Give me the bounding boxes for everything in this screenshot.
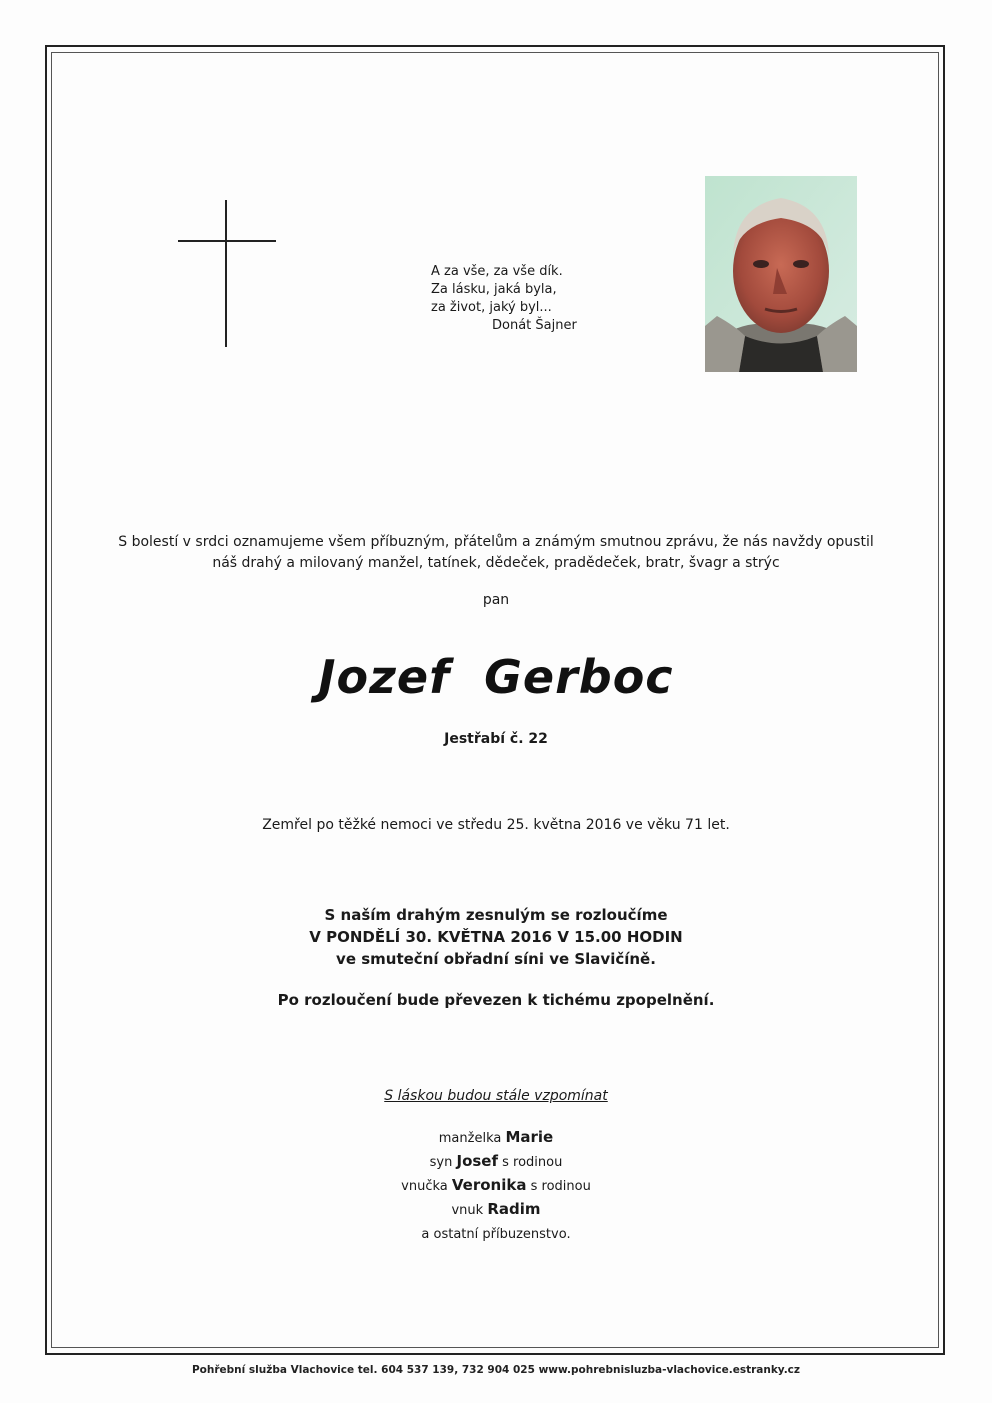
portrait-image xyxy=(705,176,857,372)
farewell-info xyxy=(60,904,932,970)
poem-line: Za lásku, jaká byla, xyxy=(431,282,557,297)
deceased-name-text: Jozef Gerboc xyxy=(318,650,674,704)
farewell-place: ve smuteční obřadní síni ve Slavičíně. xyxy=(336,950,656,968)
family-member-name: Radim xyxy=(487,1200,541,1218)
announcement-line: S bolestí v srdci oznamujeme všem příbuzným, přátelům a známým smutnou zprávu, že nás navždy opustil xyxy=(118,534,874,550)
cremation-note: Po rozloučení bude převezen k tichému zpopelnění. xyxy=(277,991,715,1009)
funeral-service-footer: Pohřební služba Vlachovice tel. 604 537 139, 732 904 025 www.pohrebnisluzba-vlachovice.estranky.cz xyxy=(191,1364,801,1376)
poem-line: za život, jaký byl... xyxy=(431,300,552,315)
poem-line: A za vše, za vše dík. xyxy=(431,264,563,279)
memorial-poem xyxy=(431,263,577,335)
death-notice: Zemřel po těžké nemoci ve středu 25. května 2016 ve věku 71 let. xyxy=(262,817,730,833)
family-member-name: Marie xyxy=(505,1128,554,1146)
salutation: pan xyxy=(482,592,510,608)
family-member: a ostatní příbuzenstvo. xyxy=(421,1227,571,1242)
family-member: manželka Marie xyxy=(438,1128,554,1146)
announcement xyxy=(60,532,932,574)
cross-icon-bar xyxy=(178,240,276,242)
announcement-line: náš drahý a milovaný manžel, tatínek, dědeček, pradědeček, bratr, švagr a strýc xyxy=(212,555,780,571)
cross-icon xyxy=(225,200,227,347)
deceased-name xyxy=(60,650,932,704)
family-member: vnučka Veronika s rodinou xyxy=(401,1176,591,1194)
farewell-line: S naším drahým zesnulým se rozloučíme xyxy=(324,906,668,924)
family-member: syn Josef s rodinou xyxy=(429,1152,563,1170)
remember-heading: S láskou budou stále vzpomínat xyxy=(384,1088,608,1104)
deceased-address: Jestřabí č. 22 xyxy=(444,731,548,747)
family-list xyxy=(60,1126,932,1246)
family-member-name: Veronika xyxy=(451,1176,527,1194)
portrait-photo xyxy=(705,176,857,372)
family-member-name: Josef xyxy=(456,1152,498,1170)
poem-author: Donát Šajner xyxy=(492,318,577,333)
farewell-date: V PONDĚLÍ 30. KVĚTNA 2016 V 15.00 HODIN xyxy=(309,928,683,946)
family-member: vnuk Radim xyxy=(451,1200,541,1218)
